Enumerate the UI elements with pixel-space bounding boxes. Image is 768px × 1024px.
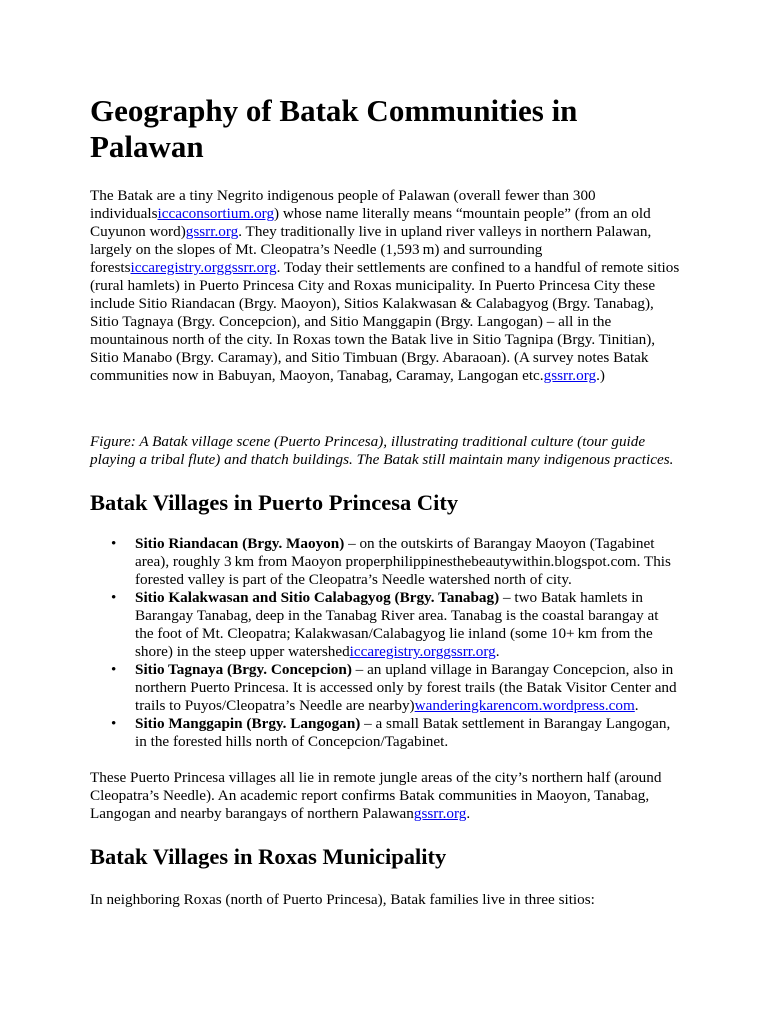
link-gssrr-1[interactable]: gssrr.org <box>185 223 239 240</box>
link-gssrr-2[interactable]: gssrr.org <box>543 367 597 384</box>
intro-text-5: .) <box>596 367 605 384</box>
list-item <box>135 715 680 751</box>
intro-paragraph <box>90 187 680 385</box>
link-iccaregistry-2[interactable]: iccaregistry.orggssrr.org <box>349 643 496 660</box>
list-item-text: – an upland village in Barangay Concepcion, also in northern Puerto Princesa. It is accessed only by forest trails (the Batak Visitor Center and trails to Puyos/Cleopatra’s Needle are nearby) <box>135 661 677 714</box>
section-heading-roxas: Batak Villages in Roxas Municipality <box>90 844 447 869</box>
list-item <box>135 589 680 661</box>
intro-text-1: The Batak are a tiny Negrito indigenous people of Palawan (overall fewer than 300 individuals <box>90 187 596 222</box>
list-item-text: – a small Batak settlement in Barangay Langogan, in the forested hills north of Concepcion/Tagabinet. <box>135 715 671 750</box>
link-gssrr-3[interactable]: gssrr.org <box>413 805 467 822</box>
list-item-title: Sitio Riandacan (Brgy. Maoyon) <box>135 535 345 552</box>
list-item-title: Sitio Manggapin (Brgy. Langogan) <box>135 715 361 732</box>
puerto-princesa-village-list <box>90 535 680 751</box>
section-heading-puerto-princesa: Batak Villages in Puerto Princesa City <box>90 490 459 515</box>
summary-text: These Puerto Princesa villages all lie in remote jungle areas of the city’s northern half (around Cleopatra’s Needle). An academic report confirms Batak communities in Maoyon, Tanabag, Langogan and nearby barangays of northern Palawan <box>90 769 662 822</box>
list-item-tail: . <box>634 697 639 714</box>
list-item <box>135 535 680 589</box>
list-item-tail: . <box>495 643 500 660</box>
list-item-text: – on the outskirts of Barangay Maoyon (Tagabinet area), roughly 3 km from Maoyon properphilippinesthebeautywithin.blogspot.com. This forested valley is part of the Cleopatra’s Needle watershed north of city. <box>135 535 671 588</box>
intro-text-3: . They traditionally live in upland river valleys in northern Palawan, largely on the slopes of Mt. Cleopatra’s Needle (1,593 m) and surrounding forests <box>90 223 652 276</box>
roxas-intro-paragraph: In neighboring Roxas (north of Puerto Princesa), Batak families live in three sitios: <box>90 891 595 908</box>
list-item-text: – two Batak hamlets in Barangay Tanabag, deep in the Tanabag River area. Tanabag is the coastal barangay at the foot of Mt. Cleopatra; Kalakwasan/Calabagyog lie inland (some 10+ km from the shore) in the steep upper watershed <box>135 589 659 660</box>
link-iccaregistry-1[interactable]: iccaregistry.orggssrr.org <box>130 259 277 276</box>
page-title: Geography of Batak Communities in Palawan <box>90 93 578 164</box>
figure-caption: Figure: A Batak village scene (Puerto Princesa), illustrating traditional culture (tour guide playing a tribal flute) and thatch buildings. The Batak still maintain many indigenous practices. <box>90 433 674 468</box>
list-item-title: Sitio Kalakwasan and Sitio Calabagyog (Brgy. Tanabag) <box>135 589 500 606</box>
intro-text-4: . Today their settlements are confined to a handful of remote sitios (rural hamlets) in Puerto Princesa City and Roxas municipality. In Puerto Princesa City these include Sitio Riandacan (Brgy. Maoyon), Sitios Kalakwasan & Calabagyog (Brgy. Tanabag), Sitio Tagnaya (Brgy. Concepcion), and Sitio Manggapin (Brgy. Langogan) – all in the mountainous north of the city. In Roxas town the Batak live in Sitio Tagnipa (Brgy. Tinitian), Sitio Manabo (Brgy. Caramay), and Sitio Timbuan (Brgy. Abaraoan). (A survey notes Batak communities now in Babuyan, Maoyon, Tanabag, Caramay, Langogan etc. <box>90 259 680 384</box>
summary-tail: . <box>466 805 471 822</box>
document-body <box>90 93 680 909</box>
link-iccaconsortium[interactable]: iccaconsortium.org <box>157 205 275 222</box>
list-item <box>135 661 680 715</box>
intro-text-2: ) whose name literally means “mountain people” (from an old Cuyunon word) <box>90 205 651 240</box>
list-item-title: Sitio Tagnaya (Brgy. Concepcion) <box>135 661 352 678</box>
puerto-princesa-summary <box>90 769 680 823</box>
link-wanderingkaren[interactable]: wanderingkarencom.wordpress.com <box>414 697 635 714</box>
